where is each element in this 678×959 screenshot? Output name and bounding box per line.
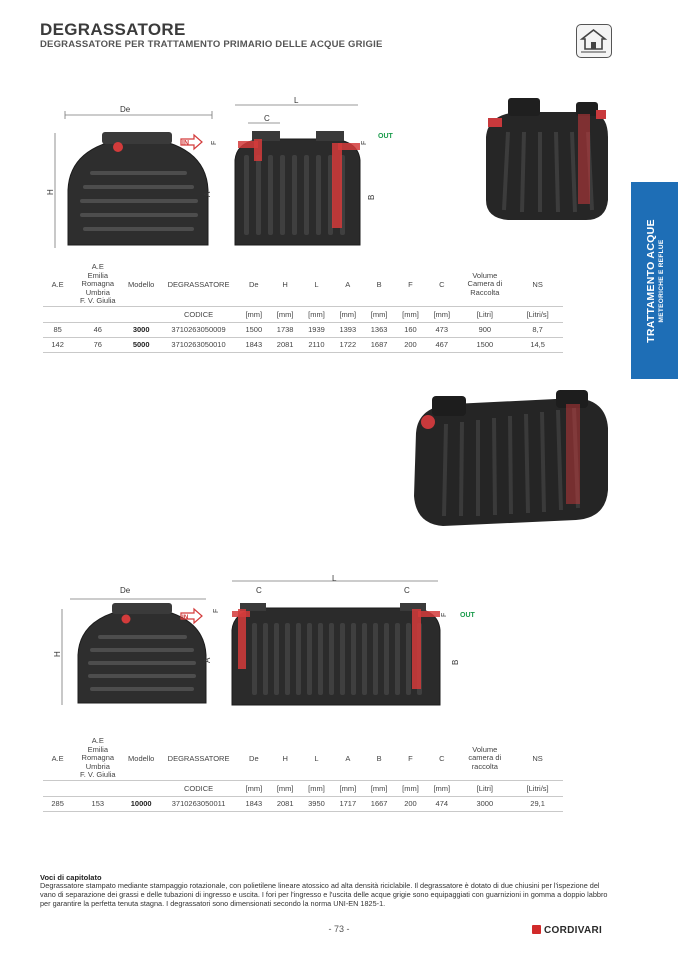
col-header-f: F — [408, 279, 413, 289]
unit-l: [mm] — [301, 306, 332, 322]
dim-label-h-2: H — [53, 651, 62, 657]
unit-volume: [Litri] — [457, 306, 512, 322]
col-header-b: B — [376, 279, 382, 289]
dim-label-c: C — [264, 114, 270, 123]
unit-c: [mm] — [426, 306, 457, 322]
col-header-volume: Volume camera di raccolta — [468, 744, 502, 771]
col-header-de: De — [249, 753, 259, 763]
outlet-arrow-label: OUT — [378, 133, 393, 140]
brand-logo — [532, 925, 602, 936]
col-header-modello: Modello — [128, 753, 155, 763]
dim-label-l-2: L — [332, 575, 337, 583]
dim-label-c-left: C — [256, 586, 262, 595]
page-subtitle: DEGRASSATORE PER TRATTAMENTO PRIMARIO DELLE ACQUE GRIGIE — [40, 39, 383, 50]
unit-h: [mm] — [270, 780, 301, 796]
side-tab-subtitle: METEORICHE E REFLUE — [657, 239, 665, 322]
col-header-c: C — [439, 753, 445, 763]
table-row: 285 153 10000 3710263050011 1843 2081 3950 1717 1667 200 474 3000 29,1 — [43, 796, 563, 811]
col-header-degrassatore: DEGRASSATORE — [167, 279, 230, 289]
tank-drawing-large — [40, 575, 480, 710]
dim-label-f-in-2: F — [213, 608, 220, 613]
unit-b: [mm] — [363, 780, 394, 796]
col-header-h: H — [282, 753, 288, 763]
inlet-arrow-label-2: IN — [182, 614, 189, 621]
unit-f: [mm] — [395, 780, 426, 796]
col-header-b: B — [376, 753, 382, 763]
dim-label-h: H — [46, 189, 55, 195]
dim-label-c-right: C — [404, 586, 410, 595]
col-header-ns: NS — [532, 753, 543, 763]
unit-f: [mm] — [395, 306, 426, 322]
brand-name: CORDIVARI — [544, 925, 603, 936]
section-side-tab[interactable] — [631, 182, 678, 379]
dim-label-f-in: F — [211, 140, 218, 145]
dim-label-b-2: B — [451, 659, 460, 665]
notes-body: Degrassatore stampato mediante stampaggio rotazionale, con polietilene lineare atossico ad alta densità riciclabile. Il degrassatore è dotato di due chiusini per l'ispezione del vano di separazione dei grassi e delle tubazioni di ingresso e uscita. I fori per l'ingresso e l'uscita delle acque grigie sono equipaggiati con guarnizioni in gomma a doppio labbro per garantire la perfetta tenuta stagna. I degrassatori sono dimensionati secondo la norma UNI-EN 1825-1. — [40, 881, 608, 908]
page-number: - 73 - — [328, 924, 350, 934]
spec-table-2 — [43, 737, 563, 812]
dim-label-a: A — [203, 191, 212, 197]
dim-label-f-out-2: F — [441, 612, 448, 617]
unit-a: [mm] — [332, 780, 363, 796]
dim-label-b: B — [367, 194, 376, 200]
cordivari-logo-icon — [532, 925, 541, 934]
side-tab-title: TRATTAMENTO ACQUE — [644, 218, 657, 343]
dim-label-l: L — [294, 96, 299, 105]
dim-label-f-out: F — [361, 140, 368, 145]
col-header-f: F — [408, 753, 413, 763]
inlet-arrow-label: IN — [182, 140, 189, 147]
col-header-h: H — [282, 279, 288, 289]
dim-label-a-2: A — [203, 657, 212, 663]
spec-table-1 — [43, 263, 563, 353]
unit-volume: [Litri] — [457, 780, 512, 796]
col-header-ae: A.E — [51, 753, 64, 763]
unit-codice: CODICE — [159, 306, 238, 322]
col-header-ae: A.E — [51, 279, 64, 289]
outlet-arrow-label-2: OUT — [460, 612, 475, 619]
col-header-l: L — [314, 753, 319, 763]
dim-label-de-2: De — [120, 586, 131, 595]
col-header-ae-regions: A.E Emilia Romagna Umbria F. V. Giulia — [80, 262, 116, 305]
col-header-ae-regions: A.E Emilia Romagna Umbria F. V. Giulia — [80, 736, 116, 779]
col-header-l: L — [314, 279, 319, 289]
tank-photo-large — [398, 378, 612, 531]
col-header-modello: Modello — [128, 279, 155, 289]
unit-c: [mm] — [426, 780, 457, 796]
unit-codice: CODICE — [159, 780, 238, 796]
unit-de: [mm] — [238, 780, 269, 796]
unit-a: [mm] — [332, 306, 363, 322]
page-title: DEGRASSATORE — [40, 20, 186, 39]
unit-l: [mm] — [301, 780, 332, 796]
unit-ns: [Litri/s] — [512, 780, 563, 796]
col-header-ns: NS — [532, 279, 543, 289]
unit-b: [mm] — [363, 306, 394, 322]
col-header-c: C — [439, 279, 445, 289]
col-header-degrassatore: DEGRASSATORE — [167, 753, 230, 763]
notes-title: Voci di capitolato — [40, 873, 102, 882]
tank-photo-small — [478, 92, 613, 225]
col-header-de: De — [249, 279, 259, 289]
tank-drawing-small — [40, 95, 380, 253]
unit-h: [mm] — [269, 306, 300, 322]
col-header-volume: Volume Camera di Raccolta — [467, 270, 503, 297]
unit-de: [mm] — [238, 306, 269, 322]
table-row: 85 46 3000 3710263050009 1500 1738 1939 1393 1363 160 473 900 8,7 — [43, 322, 563, 337]
dim-label-de: De — [120, 105, 131, 114]
unit-ns: [Litri/s] — [512, 306, 563, 322]
table-row: 142 76 5000 3710263050010 1843 2081 2110 1722 1687 200 467 1500 14,5 — [43, 337, 563, 352]
col-header-a: A — [345, 753, 351, 763]
col-header-a: A — [345, 279, 351, 289]
home-icon[interactable] — [576, 24, 612, 58]
